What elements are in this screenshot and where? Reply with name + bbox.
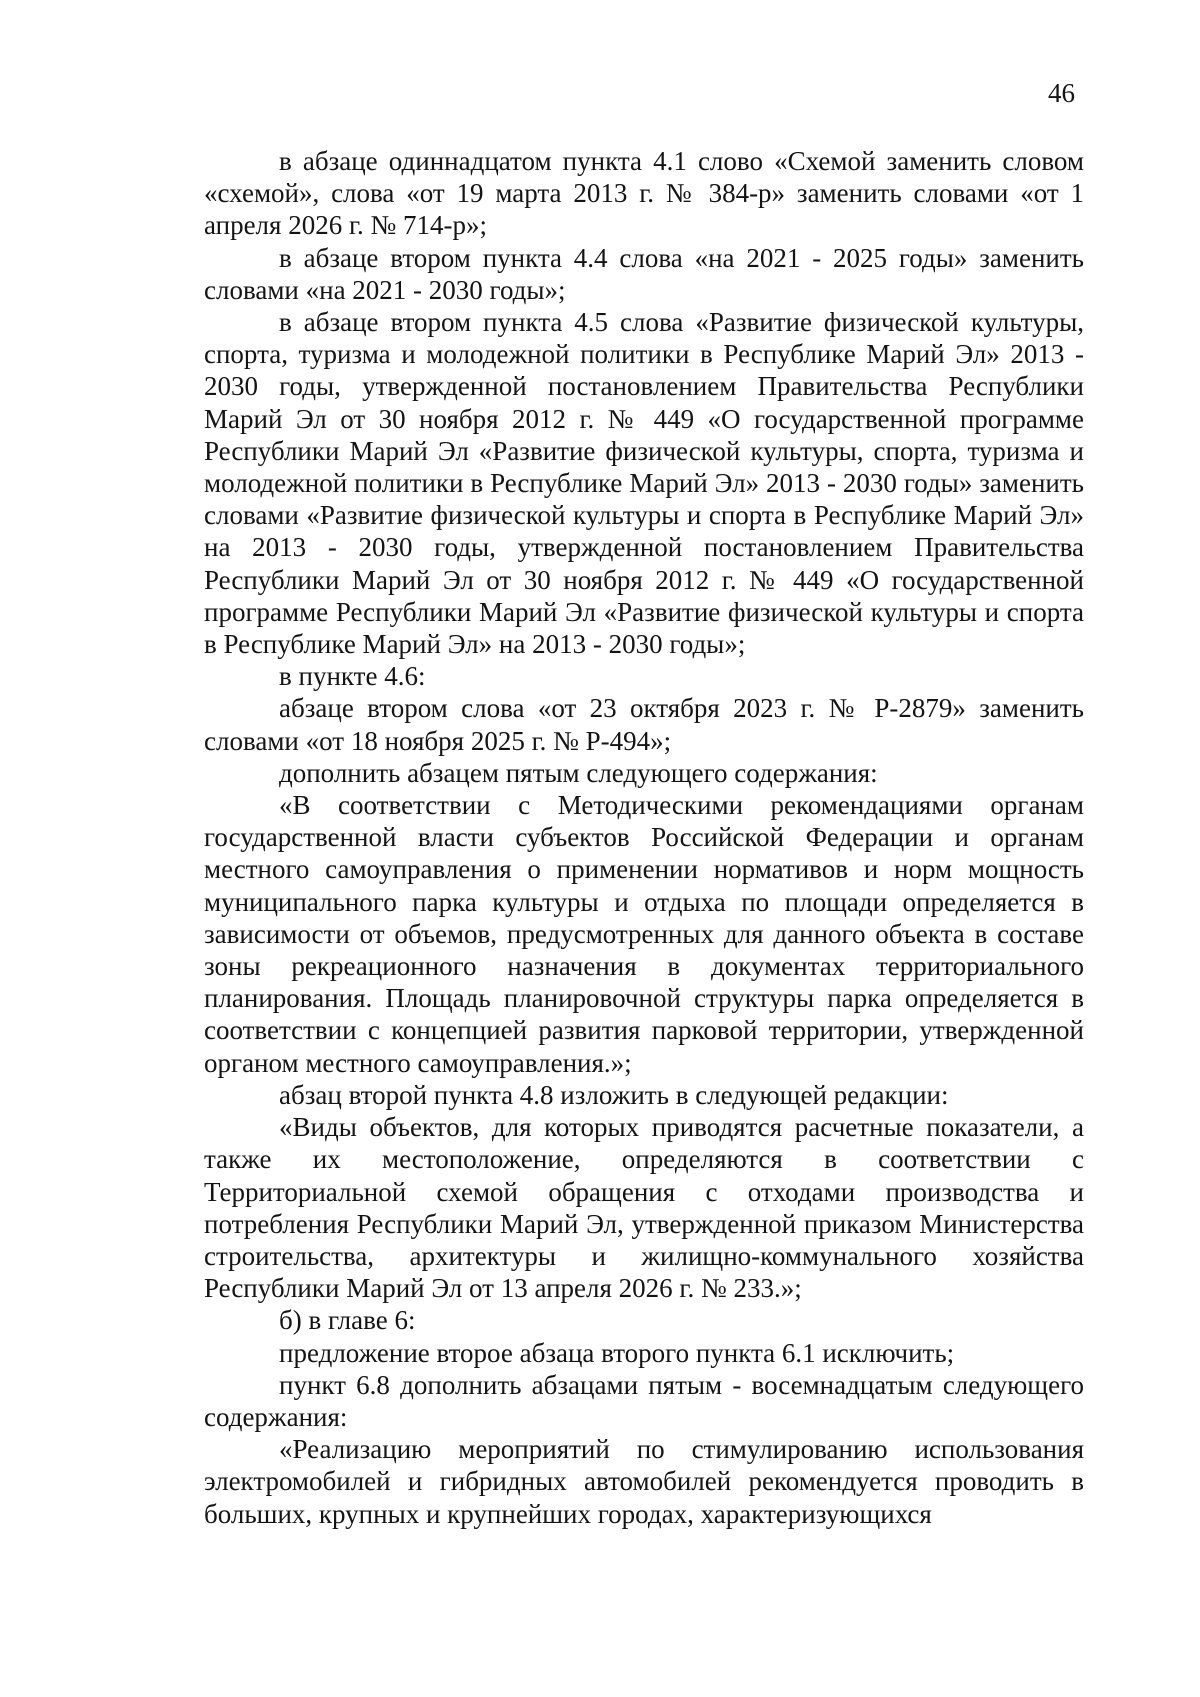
- paragraph: «Реализацию мероприятий по стимулированию использования электромобилей и гибридных автомобилей рекомендуется проводить в больших, крупных и крупнейших городах, характеризующихся: [204, 1434, 1084, 1529]
- paragraph: предложение второе абзаца второго пункта 6.1 исключить;: [279, 1337, 955, 1368]
- paragraph: в пункте 4.6:: [279, 661, 426, 692]
- document-body: [204, 145, 1084, 1530]
- paragraph: пункт 6.8 дополнить абзацами пятым - восемнадцатым следующего содержания:: [204, 1369, 1084, 1432]
- paragraph: дополнить абзацем пятым следующего содержания:: [279, 757, 878, 788]
- paragraph: «В соответствии с Методическими рекомендациями органам государственной власти субъектов Российской Федерации и органам местного самоуправления о применении нормативов и норм мощность муниципального парка культуры и отдыха по площади определяется в зависимости от объемов, предусмотренных для данного объекта в составе зоны рекреационного назначения в документах территориального планирования. Площадь планировочной структуры парка определяется в соответствии с концепцией развития парковой территории, утвержденной органом местного самоуправления.»;: [204, 790, 1084, 1078]
- paragraph: абзаце втором слова «от 23 октября 2023 г. № Р-2879» заменить словами «от 18 ноября 2025 г. № Р-494»;: [204, 693, 1084, 756]
- paragraph: в абзаце одиннадцатом пункта 4.1 слово «Схемой заменить словом «схемой», слова «от 19 марта 2013 г. № 384-р» заменить словами «от 1 апреля 2026 г. № 714-р»;: [204, 146, 1084, 241]
- paragraph: б) в главе 6:: [279, 1305, 416, 1336]
- paragraph: в абзаце втором пункта 4.5 слова «Развитие физической культуры, спорта, туризма и молодежной политики в Республике Марий Эл» 2013 - 2030 годы, утвержденной постановлением Правительства Республики Марий Эл от 30 ноября 2012 г. № 449 «О государственной программе Республики Марий Эл «Развитие физической культуры, спорта, туризма и молодежной политики в Республике Марий Эл» 2013 - 2030 годы» заменить словами «Развитие физической культуры и спорта в Республике Марий Эл» на 2013 - 2030 годы, утвержденной постановлением Правительства Республики Марий Эл от 30 ноября 2012 г. № 449 «О государственной программе Республики Марий Эл «Развитие физической культуры и спорта в Республике Марий Эл» на 2013 - 2030 годы»;: [204, 307, 1084, 660]
- paragraph: «Виды объектов, для которых приводятся расчетные показатели, а также их местоположение, определяются в соответствии с Территориальной схемой обращения с отходами производства и потребления Республики Марий Эл, утвержденной приказом Министерства строительства, архитектуры и жилищно-коммунального хозяйства Республики Марий Эл от 13 апреля 2026 г. № 233.»;: [204, 1112, 1084, 1304]
- paragraph: в абзаце втором пункта 4.4 слова «на 2021 - 2025 годы» заменить словами «на 2021 - 2030 годы»;: [204, 242, 1084, 305]
- page-number: 46: [1048, 78, 1075, 108]
- paragraph: абзац второй пункта 4.8 изложить в следующей редакции:: [279, 1079, 949, 1110]
